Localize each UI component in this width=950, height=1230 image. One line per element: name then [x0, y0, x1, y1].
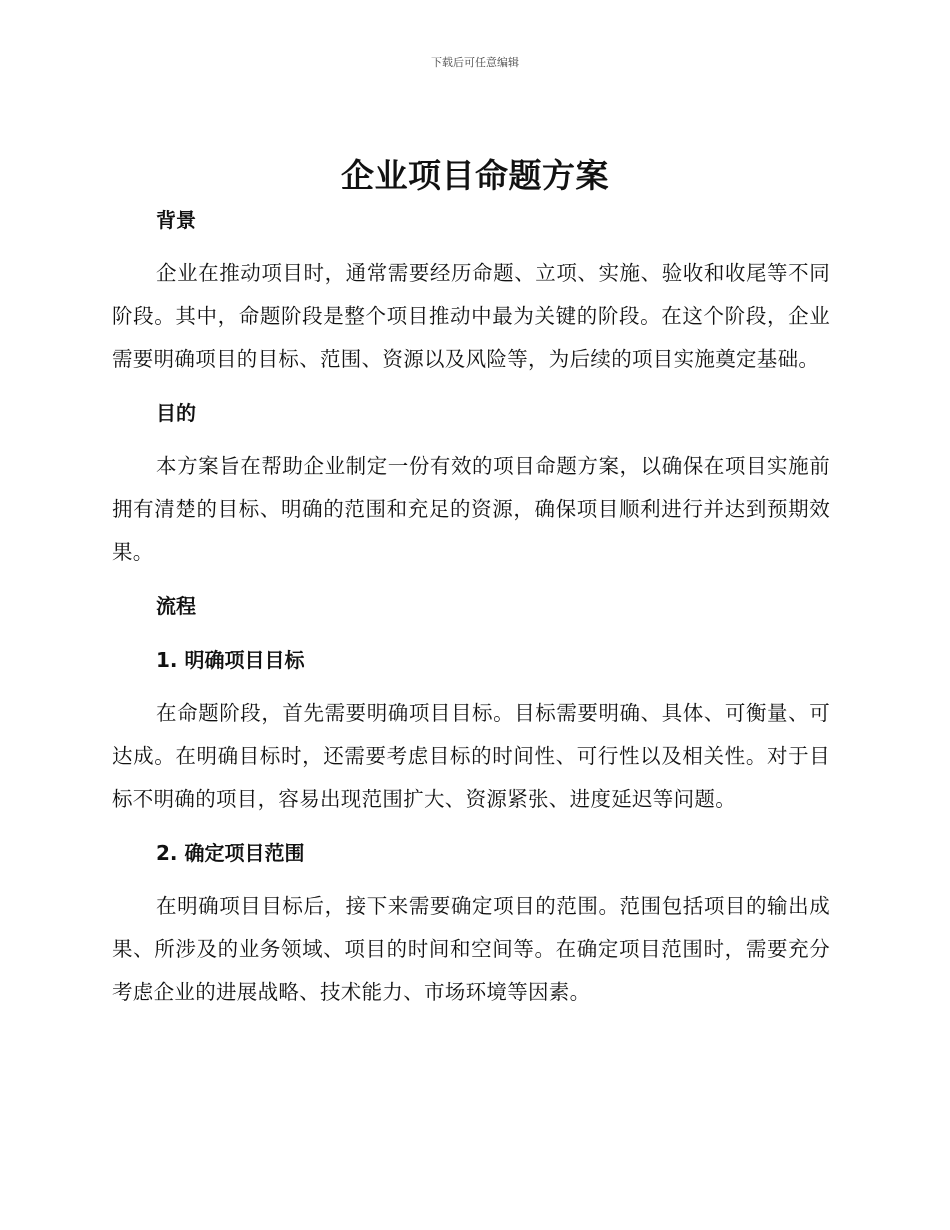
paragraph-define-goals: 在命题阶段，首先需要明确项目目标。目标需要明确、具体、可衡量、可达成。在明确目标时，还需要考虑目标的时间性、可行性以及相关性。对于目标不明确的项目，容易出现范围扩大、资源紧张、进度延迟等问题。	[112, 701, 830, 811]
step-heading-define-goals: 1. 明确项目目标	[156, 648, 305, 672]
paragraph-background: 企业在推动项目时，通常需要经历命题、立项、实施、验收和收尾等不同阶段。其中，命题阶段是整个项目推动中最为关键的阶段。在这个阶段，企业需要明确项目的目标、范围、资源以及风险等，为后续的项目实施奠定基础。	[112, 261, 830, 371]
page-header-note: 下载后可任意编辑	[431, 56, 519, 69]
paragraph-purpose: 本方案旨在帮助企业制定一份有效的项目命题方案，以确保在项目实施前拥有清楚的目标、明确的范围和充足的资源，确保项目顺利进行并达到预期效果。	[112, 454, 830, 564]
section-heading-process: 流程	[156, 594, 196, 618]
step-heading-define-scope: 2. 确定项目范围	[156, 841, 305, 865]
document-body	[112, 200, 830, 1014]
paragraph-define-scope: 在明确项目目标后，接下来需要确定项目的范围。范围包括项目的输出成果、所涉及的业务领域、项目的时间和空间等。在确定项目范围时，需要充分考虑企业的进展战略、技术能力、市场环境等因素。	[112, 894, 830, 1004]
document-title: 企业项目命题方案	[341, 156, 609, 195]
section-heading-purpose: 目的	[156, 401, 196, 425]
section-heading-background: 背景	[156, 208, 196, 232]
